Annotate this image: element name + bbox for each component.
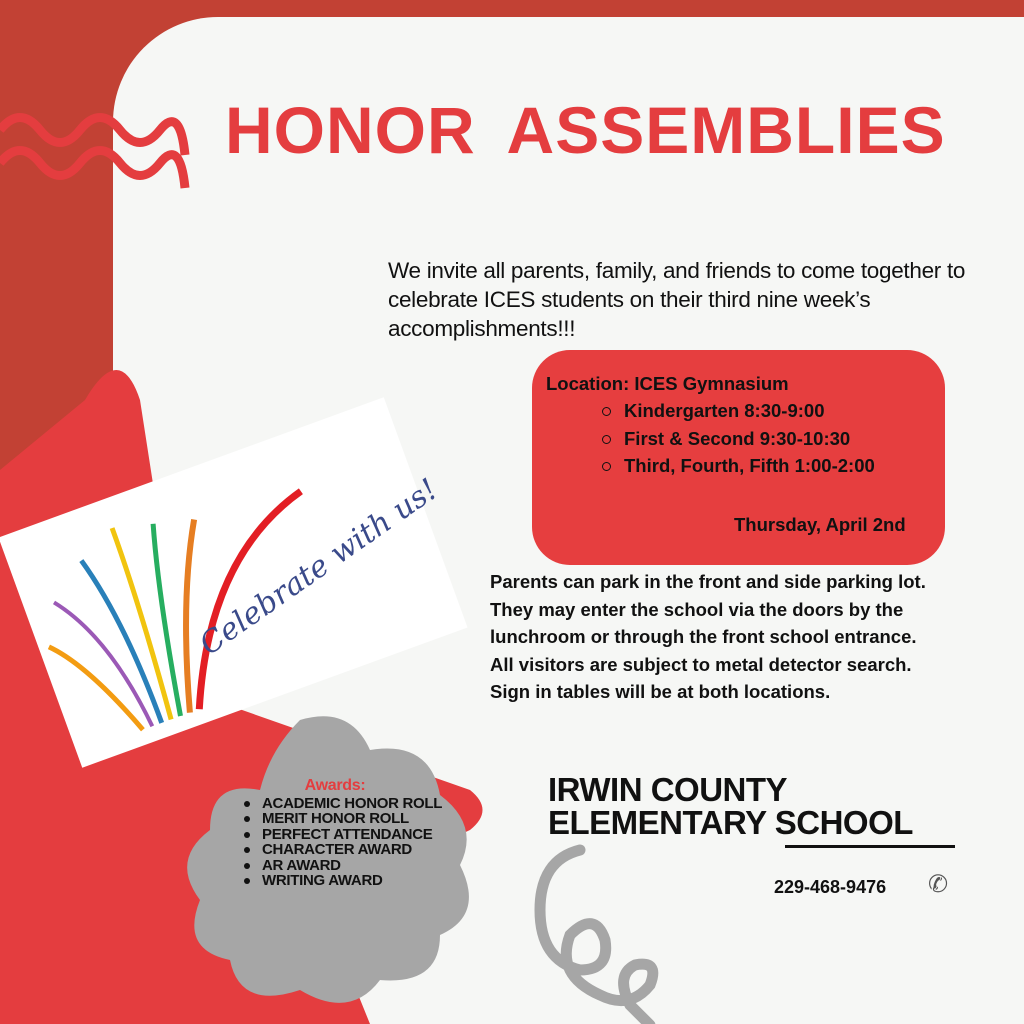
phone-number: 229-468-9476 xyxy=(774,877,887,897)
school-name-line1: IRWIN COUNTY xyxy=(548,771,788,808)
award-item: ACADEMIC HONOR ROLL xyxy=(240,796,450,812)
event-date: Thursday, April 2nd xyxy=(734,514,906,535)
session-item: Kindergarten 8:30-9:00 xyxy=(598,397,875,425)
school-name-line2: ELEMENTARY SCHOOL xyxy=(548,804,913,841)
awards-heading: Awards: xyxy=(304,777,366,794)
award-item: CHARACTER AWARD xyxy=(240,842,450,858)
school-name xyxy=(548,773,913,839)
award-item: MERIT HONOR ROLL xyxy=(240,811,450,827)
session-item: First & Second 9:30-10:30 xyxy=(598,425,875,453)
underline-divider xyxy=(785,845,955,848)
location-label: Location: ICES Gymnasium xyxy=(546,373,789,394)
parking-info: Parents can park in the front and side parking lot. They may enter the school via the doors by the lunchroom or through the front school entrance. All visitors are subject to metal detector search. Sign in tables will be at both locations. xyxy=(490,571,926,702)
wave-decoration xyxy=(0,151,185,189)
session-item: Third, Fourth, Fifth 1:00-2:00 xyxy=(598,452,875,480)
award-item: PERFECT ATTENDANCE xyxy=(240,827,450,843)
location-details xyxy=(546,373,875,480)
award-item: WRITING AWARD xyxy=(240,873,450,889)
celebrate-text: Celebrate with us! xyxy=(193,472,445,663)
swirl-decoration xyxy=(540,850,653,1024)
award-item: AR AWARD xyxy=(240,858,450,874)
phone-icon: ✆ xyxy=(928,871,949,898)
intro-text: We invite all parents, family, and friends to come together to celebrate ICES students on their third nine week’s accomplishments!!! xyxy=(388,258,966,341)
page-title: HONOR ASSEMBLIES xyxy=(225,93,946,167)
awards-list xyxy=(240,778,450,889)
